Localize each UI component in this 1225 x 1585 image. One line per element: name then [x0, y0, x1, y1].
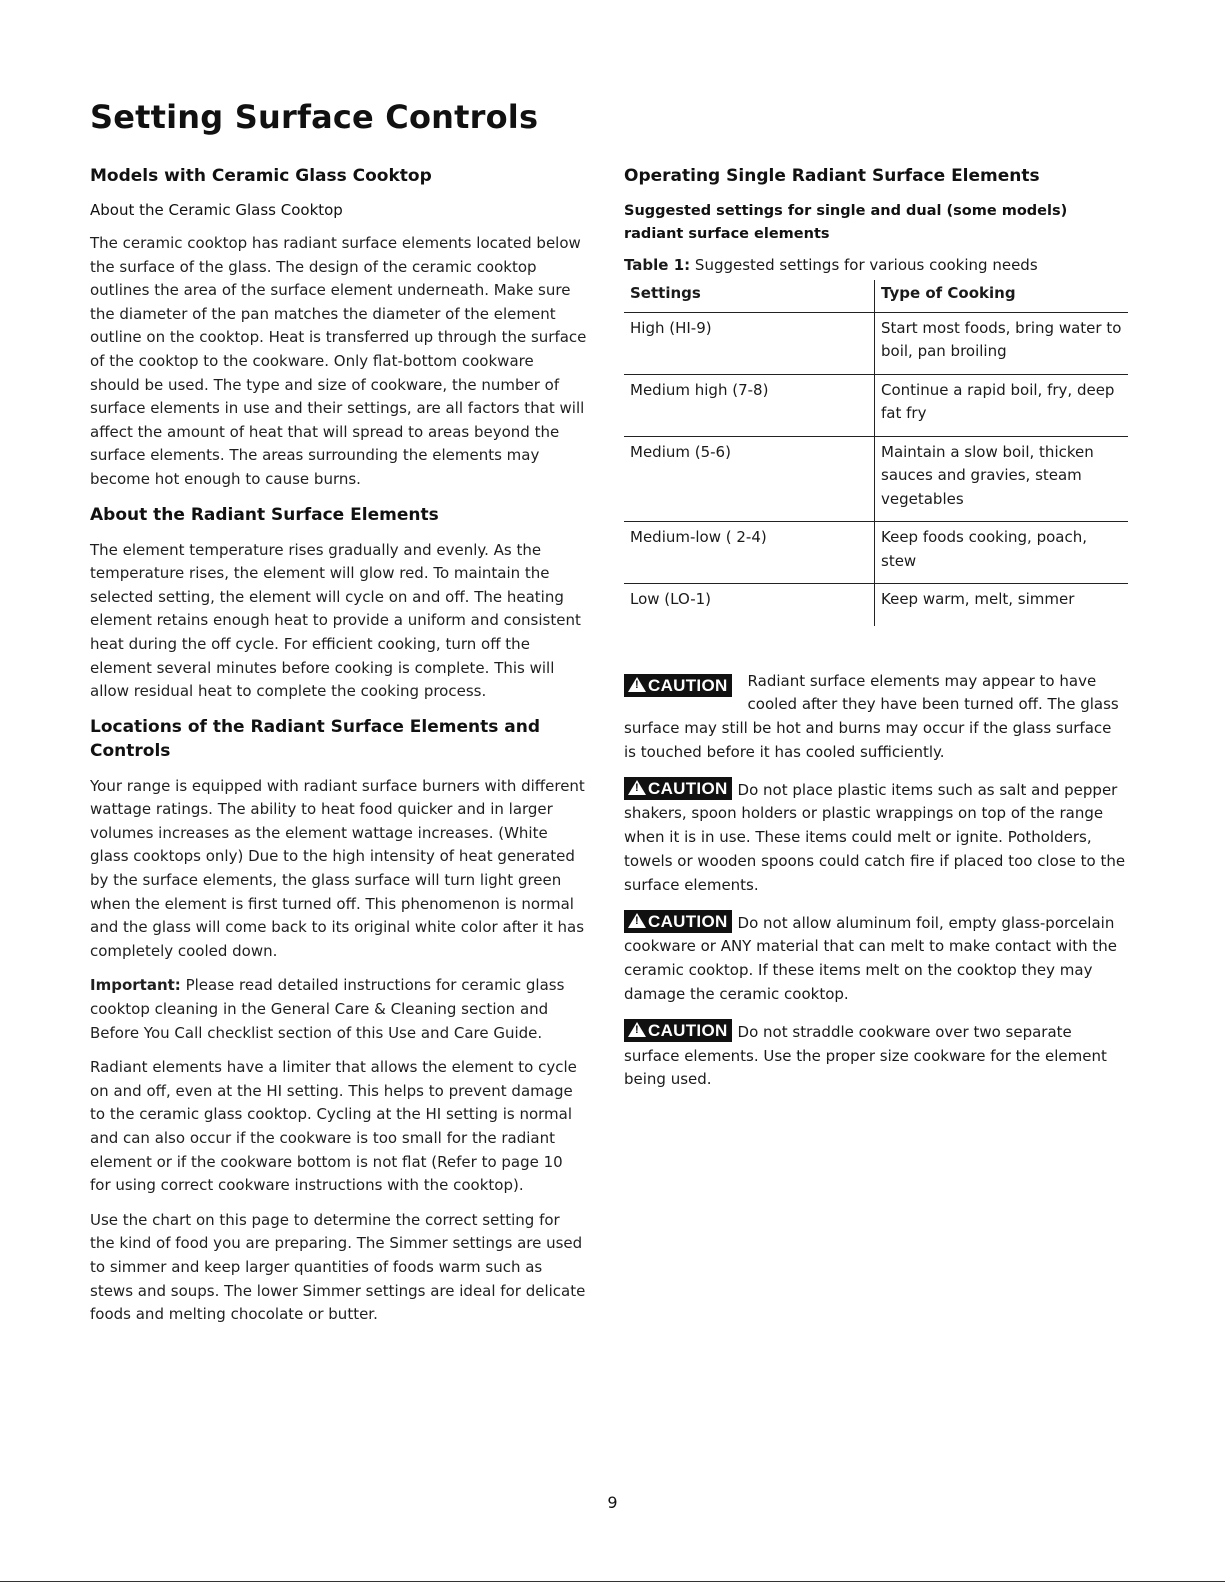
caution-text: Radiant surface elements may appear to have cooled after they have been turned off. The glass surface may still be hot and burns may occur if the glass surface is touched before it has cooled sufficiently.: [624, 671, 1119, 761]
caution-label-text: CAUTION: [648, 911, 728, 931]
table-cell-cooking: Keep warm, melt, simmer: [875, 584, 1129, 626]
caution-badge: [624, 674, 732, 697]
page-title: Setting Surface Controls: [90, 98, 539, 136]
table-subtitle: Suggested settings for single and dual (some models) radiant surface elements: [624, 203, 1068, 242]
heading-models-ceramic: Models with Ceramic Glass Cooktop: [90, 166, 432, 186]
bottom-rule: [0, 1581, 1225, 1582]
table-row: [624, 374, 1128, 436]
paragraph-important: [90, 974, 588, 1045]
paragraph-chart-usage: Use the chart on this page to determine the correct setting for the kind of food you are preparing. The Simmer settings are used to simmer and keep larger quantities of foods warm such as stews and soups. The lower Simmer settings are ideal for delicate foods and melting chocolate or butter.: [90, 1210, 586, 1324]
table-cell-cooking: Start most foods, bring water to boil, pan broiling: [875, 312, 1129, 374]
left-column: [90, 164, 588, 1338]
page-number: 9: [607, 1493, 618, 1512]
paragraph-limiter: Radiant elements have a limiter that allows the element to cycle on and off, even at the HI setting. This helps to prevent damage to the ceramic glass cooktop. Cycling at the HI setting is normal and can also occur if the cookware is too small for the radiant element or if the cookware bottom is not flat (Refer to page 10 for using correct cookware instructions with the cooktop).: [90, 1058, 577, 1195]
heading-operating: Operating Single Radiant Surface Elements: [624, 166, 1040, 186]
caution-block: [624, 670, 1128, 765]
table-header-type: Type of Cooking: [875, 280, 1129, 312]
right-column: [624, 164, 1128, 1104]
table-row: [624, 436, 1128, 522]
important-label: Important:: [90, 976, 181, 995]
heading-about-radiant: About the Radiant Surface Elements: [90, 504, 439, 525]
table-caption: [624, 254, 1128, 276]
caution-badge: [624, 1019, 732, 1042]
table-cell-setting: High (HI-9): [624, 312, 875, 374]
paragraph-ceramic: The ceramic cooktop has radiant surface elements located below the surface of the glass. The design of the ceramic cooktop outlines the area of the surface element underneath. Make sure the diameter of the pan matches the diameter of the element outline on the cooktop. Heat is transferred up through the surface of the cooktop to the cookware. Only flat-bottom cookware should be used. The type and size of cookware, the number of surface elements in use and their settings, are all factors that will affect the amount of heat that will spread to areas beyond the surface elements. The areas surrounding the elements may become hot enough to cause burns.: [90, 234, 587, 488]
heading-about-ceramic: About the Ceramic Glass Cooktop: [90, 201, 343, 219]
table-caption-text: Suggested settings for various cooking needs: [694, 256, 1038, 274]
caution-label-text: CAUTION: [648, 1020, 728, 1040]
paragraph-radiant: The element temperature rises gradually and evenly. As the temperature rises, the element will glow red. To maintain the selected setting, the element will cycle on and off. The heating element retains enough heat to provide a uniform and consistent heat during the off cycle. For efficient cooking, turn off the element several minutes before cooking is complete. This will allow residual heat to complete the cooking process.: [90, 540, 581, 701]
table-cell-setting: Medium high (7-8): [624, 374, 875, 436]
table-cell-setting: Medium-low ( 2-4): [624, 522, 875, 584]
caution-label-text: CAUTION: [648, 778, 728, 798]
caution-badge: [624, 910, 732, 933]
table-caption-label: Table 1:: [624, 256, 691, 274]
table-cell-cooking: Maintain a slow boil, thicken sauces and gravies, steam vegetables: [875, 436, 1129, 522]
caution-text: Do not straddle cookware over two separate surface elements. Use the proper size cookware for the element being used.: [624, 1022, 1107, 1089]
table-cell-cooking: Keep foods cooking, poach, stew: [875, 522, 1129, 584]
warning-triangle-icon: [628, 780, 646, 795]
caution-label-text: CAUTION: [648, 675, 728, 695]
warning-triangle-icon: [628, 1022, 646, 1037]
warning-triangle-icon: [628, 677, 646, 692]
settings-table: [624, 280, 1128, 626]
caution-block: [624, 1019, 1128, 1092]
table-row: [624, 584, 1128, 626]
important-text: Please read detailed instructions for ceramic glass cooktop cleaning in the General Care & Cleaning section and Before You Call checklist section of this Use and Care Guide.: [90, 976, 565, 1042]
table-row: [624, 522, 1128, 584]
paragraph-locations: Your range is equipped with radiant surface burners with different wattage ratings. The ability to heat food quicker and in larger volumes increases as the element wattage increases. (White glass cooktops only) Due to the high intensity of heat generated by the surface elements, the glass surface will turn light green when the element is first turned off. This phenomenon is normal and the glass will come back to its original white color after it has completely cooled down.: [90, 776, 585, 960]
warning-triangle-icon: [628, 913, 646, 928]
table-cell-cooking: Continue a rapid boil, fry, deep fat fry: [875, 374, 1129, 436]
table-row: [624, 312, 1128, 374]
caution-text: Do not allow aluminum foil, empty glass-porcelain cookware or ANY material that can melt to make contact with the ceramic cooktop. If these items melt on the cooktop they may damage the ceramic cooktop.: [624, 913, 1117, 1004]
heading-locations: Locations of the Radiant Surface Elements and Controls: [90, 716, 541, 761]
caution-block: [624, 777, 1128, 898]
table-header-settings: Settings: [630, 284, 701, 302]
caution-text: Do not place plastic items such as salt and pepper shakers, spoon holders or plastic wrappings on top of the range when it is in use. These items could melt or ignite. Potholders, towels or wooden spoons could catch fire if placed too close to the surface elements.: [624, 780, 1126, 894]
caution-block: [624, 910, 1128, 1007]
caution-badge: [624, 777, 732, 800]
table-cell-setting: Medium (5-6): [624, 436, 875, 522]
table-cell-setting: Low (LO-1): [624, 584, 875, 626]
